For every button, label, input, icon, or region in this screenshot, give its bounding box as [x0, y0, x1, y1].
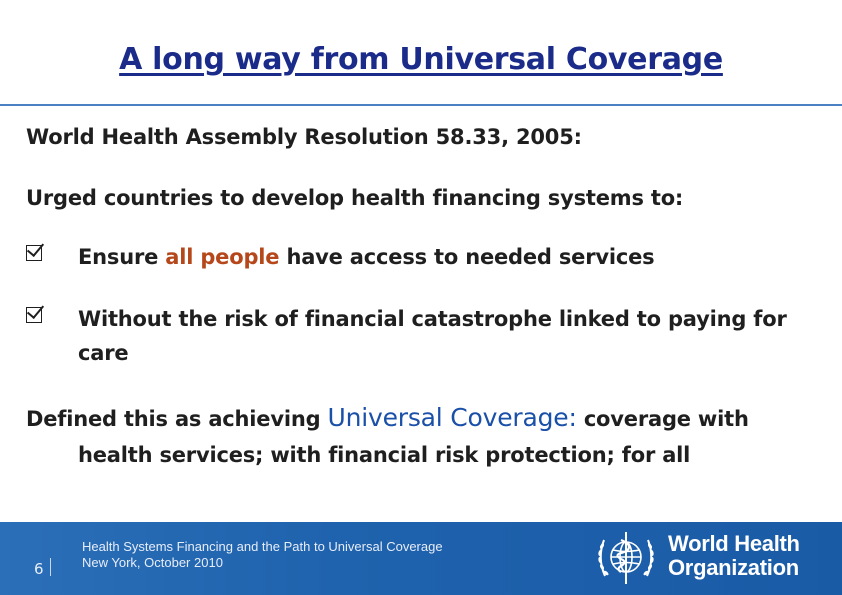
page-number: 6 [34, 560, 44, 578]
definition-paragraph: Defined this as achieving Universal Coverage: coverage with health services; with financial risk protection; for all [26, 403, 749, 467]
footer-caption: Health Systems Financing and the Path to Universal Coverage New York, October 2010 [82, 539, 443, 570]
who-emblem-icon [591, 526, 661, 590]
slide-title: A long way from Universal Coverage [119, 42, 723, 77]
checkbox-icon [26, 307, 42, 323]
page-separator [50, 558, 51, 576]
bullet-item [26, 240, 816, 274]
bullet-text: Without the risk of financial catastrophe linked to paying for care [78, 307, 787, 365]
urged-text: Urged countries to develop health financing systems to: [26, 186, 684, 210]
resolution-heading: World Health Assembly Resolution 58.33, 2005: [26, 125, 582, 149]
who-logo-text: World Health Organization [668, 531, 800, 580]
universal-coverage-term: Universal Coverage: [327, 403, 577, 432]
bullet-item [26, 302, 816, 370]
footer-bar [0, 522, 842, 595]
checkbox-icon [26, 245, 42, 261]
title-divider [0, 104, 842, 106]
highlight-text: all people [165, 245, 280, 269]
bullet-text: Ensure all people have access to needed services [78, 245, 655, 269]
